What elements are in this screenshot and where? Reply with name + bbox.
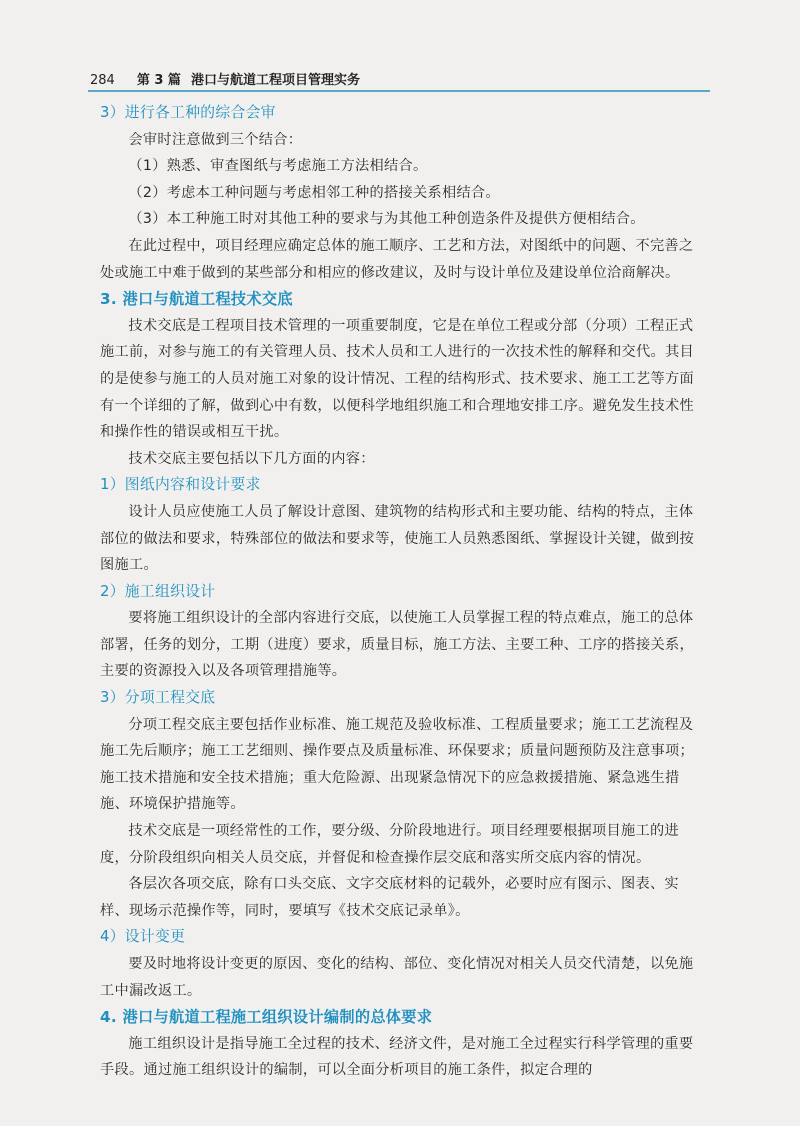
paragraph: 分项工程交底主要包括作业标准、施工规范及验收标准、工程质量要求；施工工艺流程及施工先后顺序；施工工艺细则、操作要点及质量标准、环保要求；质量问题预防及注意事项；施工技术措施和安全技术措施；重大危险源、出现紧急情况下的应急救援措施、紧急逃生措施、环境保护措施等。 xyxy=(100,716,694,813)
subsection-heading: 3）进行各工种的综合会审 xyxy=(100,104,276,121)
section-heading: 4. 港口与航道工程施工组织设计编制的总体要求 xyxy=(100,1008,433,1027)
paragraph: 技术交底是工程项目技术管理的一项重要制度，它是在单位工程或分部（分项）工程正式施工前，对参与施工的有关管理人员、技术人员和工人进行的一次技术性的解释和交代。其目的是使参与施工的人员对施工对象的设计情况、工程的结构形式、技术要求、施工工艺等方面有一个详细的了解，做到心中有数，以便科学地组织施工和合理地安排工序。避免发生技术性和操作性的错误或相互干扰。 xyxy=(100,317,694,441)
subsection-heading: 4）设计变更 xyxy=(100,928,186,946)
paragraph: 在此过程中，项目经理应确定总体的施工顺序、工艺和方法，对图纸中的问题、不完善之处或施工中难于做到的某些部分和相应的修改建议，及时与设计单位及建设单位洽商解决。 xyxy=(100,237,694,281)
list-item: （3）本工种施工时对其他工种的要求与为其他工种创造条件及提供方便相结合。 xyxy=(128,211,645,228)
page-body xyxy=(100,100,700,1084)
list-item: （1）熟悉、审查图纸与考虑施工方法相结合。 xyxy=(128,158,428,175)
paragraph: 施工组织设计是指导施工全过程的技术、经济文件，是对施工全过程实行科学管理的重要手段。通过施工组织设计的编制，可以全面分析项目的施工条件，拟定合理的 xyxy=(100,1035,694,1079)
paragraph: 要将施工组织设计的全部内容进行交底，以使施工人员掌握工程的特点难点，施工的总体部署，任务的划分，工期（进度）要求，质量目标，施工方法、主要工种、工序的搭接关系，主要的资源投入以及各项管理措施等。 xyxy=(100,610,694,680)
paragraph: 会审时注意做到三个结合： xyxy=(128,131,303,148)
subsection-heading: 1）图纸内容和设计要求 xyxy=(100,476,261,494)
paragraph: 要及时地将设计变更的原因、变化的结构、部位、变化情况对相关人员交代清楚，以免施工中漏改返工。 xyxy=(100,956,694,999)
subsection-heading: 2）施工组织设计 xyxy=(100,582,216,600)
part-title: 港口与航道工程项目管理实务 xyxy=(190,73,360,88)
section-heading: 3. 港口与航道工程技术交底 xyxy=(100,290,293,309)
paragraph: 技术交底是一项经常性的工作，要分级、分阶段地进行。项目经理要根据项目施工的进度，分阶段组织向相关人员交底，并督促和检查操作层交底和落实所交底内容的情况。 xyxy=(100,823,679,866)
paragraph: 技术交底主要包括以下几方面的内容： xyxy=(128,450,375,467)
header-rule xyxy=(88,90,710,92)
paragraph: 各层次各项交底，除有口头交底、文字交底材料的记载外，必要时应有图示、图表、实样、现场示范操作等，同时，要填写《技术交底记录单》。 xyxy=(100,876,679,919)
subsection-heading: 3）分项工程交底 xyxy=(100,689,216,707)
page-number: 284 xyxy=(90,73,115,88)
part-label: 第 3 篇 xyxy=(136,73,181,88)
list-item: （2）考虑本工种问题与考虑相邻工种的搭接关系相结合。 xyxy=(128,184,500,201)
page-header xyxy=(90,66,710,88)
paragraph: 设计人员应使施工人员了解设计意图、建筑物的结构形式和主要功能、结构的特点，主体部位的做法和要求，特殊部位的做法和要求等，使施工人员熟悉图纸、掌握设计关键，做到按图施工。 xyxy=(100,503,694,574)
